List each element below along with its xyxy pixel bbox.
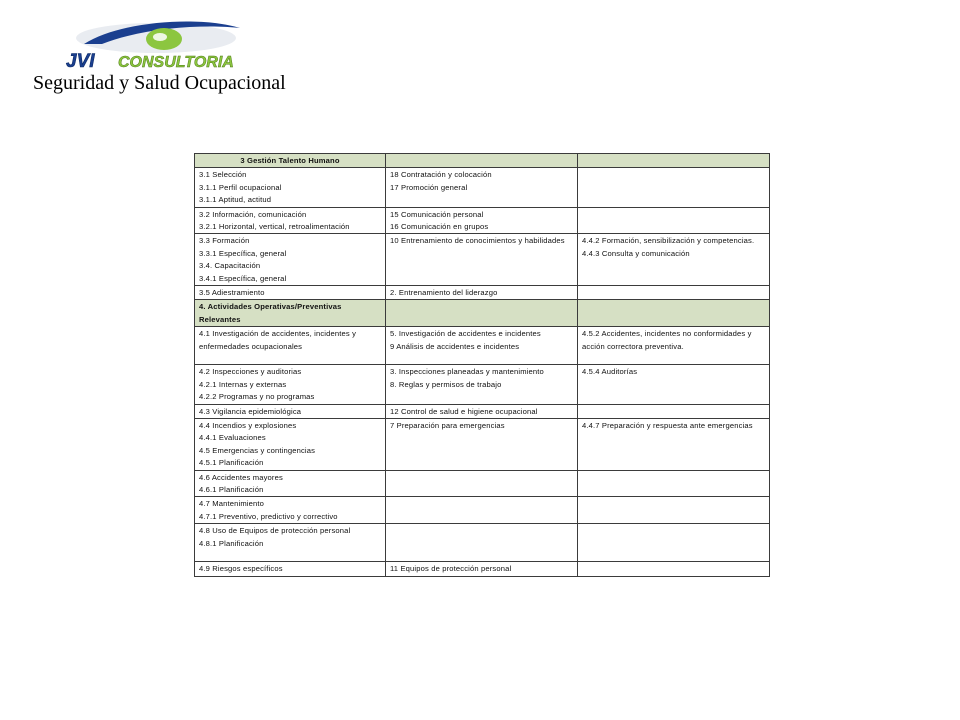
section-header-row	[195, 154, 770, 168]
table-cell	[578, 497, 770, 524]
table-row	[195, 234, 770, 286]
table-cell	[386, 234, 578, 286]
cell-text: 3.3 Formación	[199, 236, 250, 246]
table-cell	[195, 497, 386, 524]
table-cell	[386, 168, 578, 207]
cell-text: 3.5 Adiestramiento	[199, 288, 265, 298]
table-cell	[386, 154, 578, 168]
cell-text: 4.3 Vigilancia epidemiológica	[199, 406, 302, 416]
cell-text: 3.2 Información, comunicación	[199, 209, 307, 219]
cell-text: 10 Entrenamiento de conocimientos y habilidades	[390, 236, 565, 246]
cell-text: 9 Análisis de accidentes e incidentes	[390, 341, 520, 351]
table-cell	[578, 300, 770, 327]
cell-text: 2. Entrenamiento del liderazgo	[390, 288, 498, 298]
table-cell	[195, 562, 386, 576]
page-title: Seguridad y Salud Ocupacional	[33, 72, 286, 94]
table-cell	[386, 286, 578, 300]
cell-text: 18 Contratación y colocación	[390, 170, 492, 180]
table-row	[195, 168, 770, 207]
table-row	[195, 470, 770, 497]
cell-text: 4.1 Investigación de accidentes, incidentes y enfermedades ocupacionales	[199, 329, 357, 351]
cell-text: 4.7.1 Preventivo, predictivo y correctivo	[199, 511, 338, 521]
table-cell	[578, 327, 770, 365]
cell-text: 4.2.1 Internas y externas	[199, 379, 287, 389]
table-row	[195, 497, 770, 524]
table-cell	[578, 154, 770, 168]
section-header-row	[195, 300, 770, 327]
logo-graphic	[62, 14, 258, 72]
cell-text: 17 Promoción general	[390, 182, 468, 192]
cell-text: 4.7 Mantenimiento	[199, 499, 265, 509]
cell-text: 15 Comunicación personal	[390, 209, 484, 219]
cell-text: 4.8.1 Planificación	[199, 538, 264, 548]
table-cell	[578, 524, 770, 562]
cell-text: 4.4.7 Preparación y respuesta ante emergencias	[582, 420, 753, 430]
jvi-consultoria-logo	[62, 14, 258, 72]
cell-text: 3.1.1 Perfil ocupacional	[199, 182, 282, 192]
cell-text: 5. Investigación de accidentes e incidentes	[390, 329, 541, 339]
table-cell	[195, 524, 386, 562]
table-cell	[578, 365, 770, 404]
cell-text: 4.6.1 Planificación	[199, 484, 264, 494]
cell-text: 3.1.1 Aptitud, actitud	[199, 195, 272, 205]
cell-text: 8. Reglas y permisos de trabajo	[390, 379, 502, 389]
cell-text: 3.4.1 Específica, general	[199, 273, 287, 283]
cell-text: 7 Preparación para emergencias	[390, 420, 505, 430]
cell-text: 4.2 Inspecciones y auditorias	[199, 367, 302, 377]
table-cell	[578, 168, 770, 207]
table-cell	[195, 404, 386, 418]
table-cell	[195, 234, 386, 286]
table-row	[195, 365, 770, 404]
cell-text: 3.4. Capacitación	[199, 261, 261, 271]
cell-text: 12 Control de salud e higiene ocupacional	[390, 406, 538, 416]
logo-brand-consultoria: CONSULTORIA	[118, 54, 234, 71]
cell-text: 4.4.3 Consulta y comunicación	[582, 248, 690, 258]
table-cell	[195, 154, 386, 168]
cell-text: 4.9 Riesgos específicos	[199, 564, 283, 574]
table-body	[195, 154, 770, 577]
table-row	[195, 562, 770, 576]
table-row	[195, 524, 770, 562]
cell-text: 3. Inspecciones planeadas y mantenimiento	[390, 367, 544, 377]
table-cell	[386, 470, 578, 497]
cell-text: 3.1 Selección	[199, 170, 247, 180]
table-row	[195, 418, 770, 470]
table-cell	[195, 300, 386, 327]
cell-text: 4.8 Uso de Equipos de protección personal	[199, 526, 351, 536]
table-cell	[386, 418, 578, 470]
sst-management-table	[194, 153, 770, 577]
cell-text: 3 Gestión Talento Humano	[240, 156, 340, 165]
cell-text: 3.2.1 Horizontal, vertical, retroalimentación	[199, 222, 350, 232]
table-row	[195, 327, 770, 365]
table-cell	[578, 286, 770, 300]
cell-text: 11 Equipos de protección personal	[390, 564, 512, 574]
logo-brand-jvi: JVI	[66, 51, 95, 72]
table-row	[195, 207, 770, 234]
table-cell	[386, 524, 578, 562]
table-cell	[578, 562, 770, 576]
table-cell	[386, 497, 578, 524]
cell-text: 4.5.4 Auditorías	[582, 367, 638, 377]
table-cell	[195, 207, 386, 234]
table-cell	[195, 168, 386, 207]
table-row	[195, 286, 770, 300]
table-cell	[195, 286, 386, 300]
table-cell	[195, 327, 386, 365]
table-cell	[578, 404, 770, 418]
table-cell	[578, 470, 770, 497]
table-cell	[578, 234, 770, 286]
table-cell	[386, 300, 578, 327]
cell-text: 3.3.1 Específica, general	[199, 248, 287, 258]
table-cell	[578, 418, 770, 470]
cell-text: 4. Actividades Operativas/Preventivas Relevantes	[199, 302, 342, 324]
cell-text: 4.4 Incendios y explosiones	[199, 420, 297, 430]
table-row	[195, 404, 770, 418]
cell-text: 16 Comunicación en grupos	[390, 222, 489, 232]
table-cell	[195, 470, 386, 497]
logo-highlight	[153, 33, 167, 41]
table-cell	[386, 327, 578, 365]
cell-text: 4.5.2 Accidentes, incidentes no conformidades y acción correctora preventiva.	[582, 329, 752, 351]
table-cell	[195, 418, 386, 470]
table-cell	[386, 365, 578, 404]
table-cell	[195, 365, 386, 404]
cell-text: 4.2.2 Programas y no programas	[199, 392, 315, 402]
cell-text: 4.4.1 Evaluaciones	[199, 433, 266, 443]
table-cell	[578, 207, 770, 234]
table-cell	[386, 562, 578, 576]
cell-text: 4.6 Accidentes mayores	[199, 472, 283, 482]
table-cell	[386, 207, 578, 234]
cell-text: 4.5 Emergencias y contingencias	[199, 445, 316, 455]
table-cell	[386, 404, 578, 418]
cell-text: 4.4.2 Formación, sensibilización y competencias.	[582, 236, 755, 246]
cell-text: 4.5.1 Planificación	[199, 458, 264, 468]
